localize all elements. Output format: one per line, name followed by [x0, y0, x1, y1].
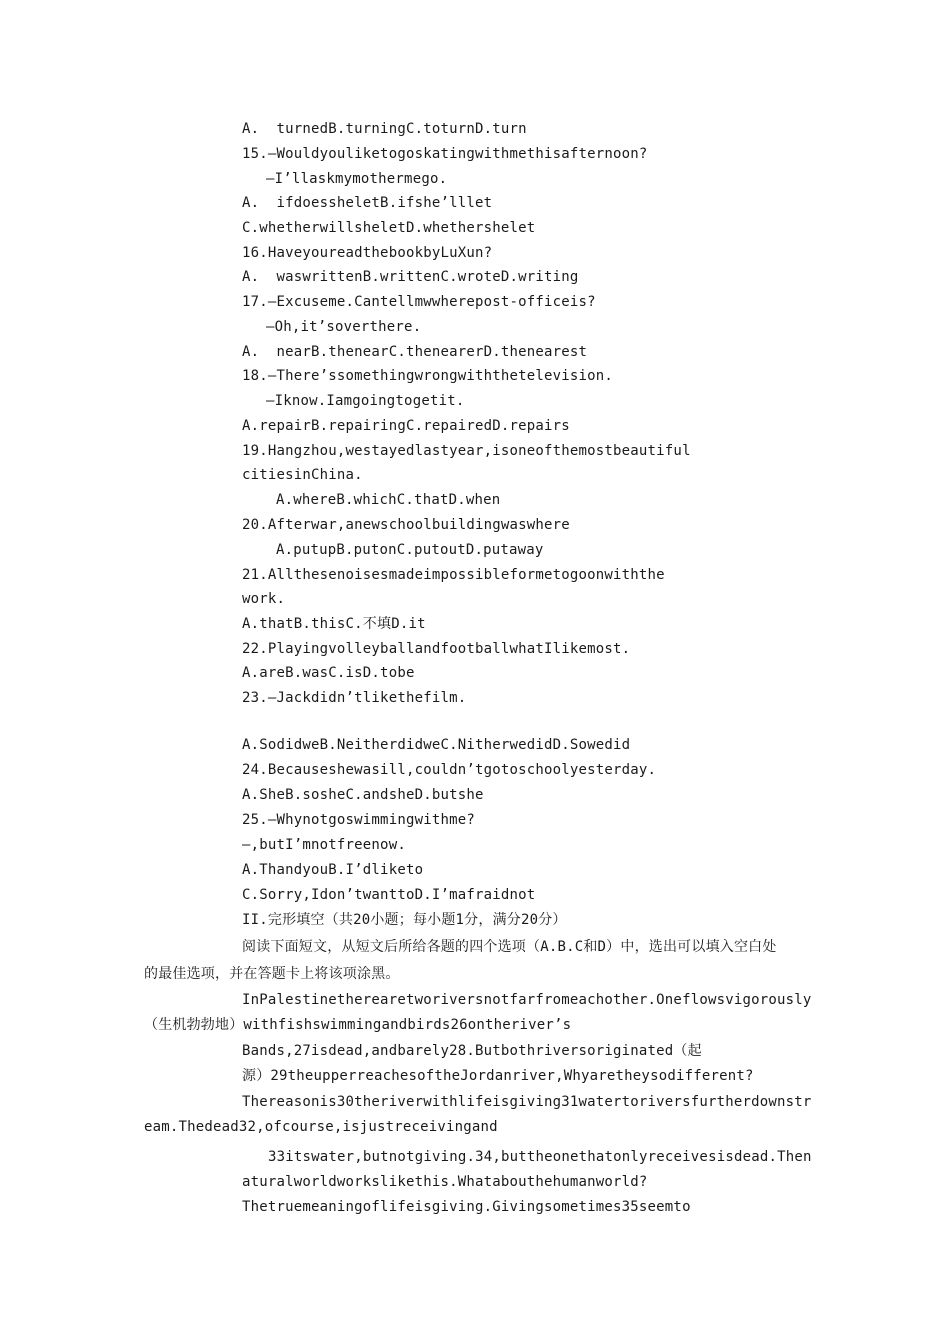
q21-question-cont: work.: [242, 591, 286, 607]
passage-line: 源）29theupperreachesoftheJordanriver,Whyaretheysodifferent?: [242, 1068, 754, 1084]
q15-reply: —I’llaskmymothermego.: [266, 171, 448, 187]
q14-options: A. turnedB.turningC.toturnD.turn: [242, 121, 527, 137]
q19-question: 19.Hangzhou,westayedlastyear,isoneofthemostbeautiful: [242, 443, 691, 459]
q17-options: A. nearB.thenearC.thenearerD.thenearest: [242, 344, 588, 360]
q18-options: A.repairB.repairingC.repairedD.repairs: [242, 418, 570, 434]
q22-question: 22.PlayingvolleyballandfootballwhatIlikemost.: [242, 641, 631, 657]
q25-reply: —,butI’mnotfreenow.: [242, 837, 406, 853]
q18-question: 18.—There’ssomethingwrongwiththetelevision.: [242, 368, 614, 384]
q21-options: A.thatB.thisC.不填D.it: [242, 616, 426, 632]
q23-question: 23.—Jackdidn’tlikethefilm.: [242, 690, 467, 706]
q15-options-cd: C.whetherwillsheletD.whethershelet: [242, 220, 536, 236]
section-heading: II.完形填空（共20小题；每小题1分，满分20分）: [242, 912, 567, 928]
q24-options: A.SheB.sosheC.andsheD.butshe: [242, 787, 484, 803]
passage-line: Thereasonis30theriverwithlifeisgiving31watertoriversfurtherdownstr: [242, 1094, 812, 1110]
q15-question: 15.—Wouldyouliketogoskatingwithmethisafternoon?: [242, 146, 648, 162]
q17-reply: —Oh,it’soverthere.: [266, 319, 422, 335]
q21-question: 21.Allthesenoisesmadeimpossibleformetogoonwiththe: [242, 567, 665, 583]
passage-line: Bands,27isdead,andbarely28.Butbothriversoriginated（起: [242, 1043, 702, 1059]
q20-question: 20.Afterwar,anewschoolbuildingwaswhere: [242, 517, 570, 533]
section-instructions: 阅读下面短文，从短文后所给各题的四个选项（A.B.C和D）中，选出可以填入空白处: [242, 939, 777, 955]
passage-line: （生机勃勃地）withfishswimmingandbirds26ontheriver’s: [144, 1017, 572, 1033]
q16-question: 16.HaveyoureadthebookbyLuXun?: [242, 245, 493, 261]
q16-options: A. waswrittenB.writtenC.wroteD.writing: [242, 269, 579, 285]
passage-line: eam.Thedead32,ofcourse,isjustreceivingand: [144, 1119, 498, 1135]
q25-options-cd: C.Sorry,Idon’twanttoD.I’mafraidnot: [242, 887, 536, 903]
q19-question-cont: citiesinChina.: [242, 467, 363, 483]
passage-line: Thetruemeaningoflifeisgiving.Givingsometimes35seemto: [242, 1199, 691, 1215]
q22-options: A.areB.wasC.isD.tobe: [242, 665, 415, 681]
q20-options: A.putupB.putonC.putoutD.putaway: [276, 542, 544, 558]
q15-options-ab: A. ifdoessheletB.ifshe’lllet: [242, 195, 493, 211]
q23-options: A.SodidweB.NeitherdidweC.NitherwedidD.Sowedid: [242, 737, 631, 753]
q17-question: 17.—Excuseme.Cantellmwwherepost-officeis?: [242, 294, 596, 310]
q19-options: A.whereB.whichC.thatD.when: [276, 492, 501, 508]
passage-line: InPalestinetherearetworiversnotfarfromeachother.Oneflowsvigorously: [242, 992, 812, 1008]
passage-line: aturalworldworkslikethis.Whatabouthehumanworld?: [242, 1174, 648, 1190]
q25-question: 25.—Whynotgoswimmingwithme?: [242, 812, 475, 828]
q25-options-ab: A.ThandyouB.I’dliketo: [242, 862, 424, 878]
section-instructions-cont: 的最佳选项，并在答题卡上将该项涂黑。: [144, 966, 400, 982]
passage-line: 33itswater,butnotgiving.34,buttheonethatonlyreceivesisdead.Then: [268, 1149, 812, 1165]
q24-question: 24.Becauseshewasill,couldn’tgotoschoolyesterday.: [242, 762, 657, 778]
q18-reply: —Iknow.Iamgoingtogetit.: [266, 393, 465, 409]
